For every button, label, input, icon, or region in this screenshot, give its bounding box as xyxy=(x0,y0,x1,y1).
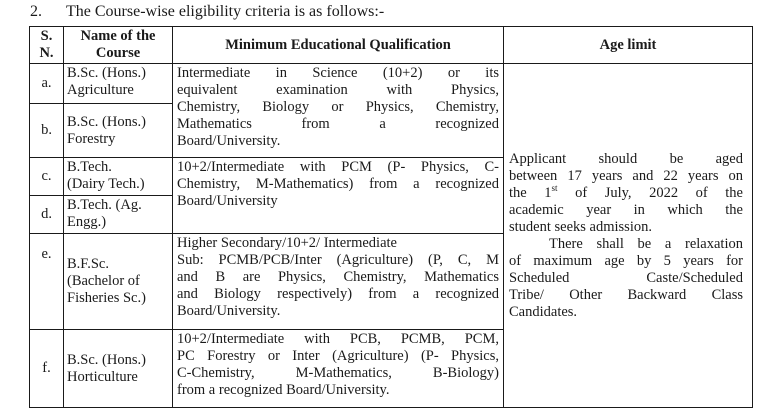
relax-line: Candidates. xyxy=(509,303,578,320)
course-line: B.Tech. (Ag. xyxy=(67,197,142,213)
qualification-cd xyxy=(173,158,504,234)
qualification-line: Mathematics from a recognized xyxy=(177,116,499,132)
age-line: Applicant should be aged xyxy=(509,150,743,167)
qualification-line: from a recognized Board/University. xyxy=(177,382,390,398)
qualification-line: PC Forestry or Inter (Agriculture) (P- Physics, xyxy=(177,348,499,364)
qualification-line: 10+2/Intermediate with PCM (P- Physics, C- xyxy=(177,159,499,175)
course-line: Horticulture xyxy=(67,368,138,385)
section-number: 2. xyxy=(30,3,42,20)
section-title: The Course-wise eligibility criteria is as follows:- xyxy=(66,3,385,20)
course-line: Forestry xyxy=(67,130,116,147)
qualification-line: C-Chemistry, M-Mathematics, B-Biology) xyxy=(177,365,499,381)
qualification-e xyxy=(173,234,504,330)
header-row xyxy=(30,27,753,64)
row-sn: d. xyxy=(30,196,64,234)
ordinal-superscript: st xyxy=(551,182,558,193)
header-qualification: Minimum Educational Qualification xyxy=(173,27,504,64)
age-line-part: of July, 2022 of the xyxy=(557,184,743,201)
row-course xyxy=(64,196,173,234)
qualification-ab xyxy=(173,64,504,158)
qualification-line: Board/University xyxy=(177,193,278,209)
course-line: Fisheries Sc.) xyxy=(67,290,146,306)
course-line: (Bachelor of xyxy=(67,273,140,289)
relax-line: Tribe/ Other Backward Class xyxy=(509,286,743,303)
course-line: B.Sc. (Hons.) xyxy=(67,351,146,368)
row-course xyxy=(64,64,173,104)
relaxation-paragraph xyxy=(509,236,743,321)
qualification-f xyxy=(173,330,504,408)
header-sn-line: N. xyxy=(39,45,54,61)
age-limit-cell xyxy=(504,64,753,408)
row-course xyxy=(64,330,173,408)
course-line: B.Sc. (Hons.) xyxy=(67,65,146,81)
course-line: B.F.Sc. xyxy=(67,256,109,272)
qualification-line: 10+2/Intermediate with PCB, PCMB, PCM, xyxy=(177,331,499,347)
row-sn: c. xyxy=(30,158,64,196)
age-line: academic year in which the xyxy=(509,201,743,218)
header-age-limit: Age limit xyxy=(504,27,753,64)
eligibility-table xyxy=(29,26,753,408)
course-line: Agriculture xyxy=(67,82,134,98)
qualification-line: equivalent examination with Physics, xyxy=(177,82,499,98)
age-line xyxy=(509,182,743,202)
age-line: between 17 years and 22 years on xyxy=(509,167,743,184)
qualification-line: Sub: PCMB/PCB/Inter (Agriculture) (P, C, M xyxy=(177,252,499,268)
qualification-line: Board/University. xyxy=(177,133,281,149)
row-sn: f. xyxy=(30,330,64,408)
row-course xyxy=(64,234,173,330)
qualification-line: and B are Physics, Chemistry, Mathematics xyxy=(177,269,499,285)
relax-line: There shall be a relaxation xyxy=(549,235,743,252)
qualification-line: Higher Secondary/10+2/ Intermediate xyxy=(177,235,397,251)
header-sn xyxy=(30,27,64,64)
qualification-line: and Biology respectively) from a recognized xyxy=(177,286,499,302)
row-sn xyxy=(30,234,64,330)
row-course xyxy=(64,158,173,196)
header-course-line: Name of the xyxy=(80,28,156,44)
row-course xyxy=(64,104,173,158)
table-row xyxy=(30,64,753,104)
course-line: B.Sc. (Hons.) xyxy=(67,113,146,130)
qualification-line: Chemistry, M-Mathematics) from a recognized xyxy=(177,176,499,192)
course-line: B.Tech. xyxy=(67,159,112,175)
relax-line: Scheduled Caste/Scheduled xyxy=(509,269,743,286)
qualification-line: Board/University. xyxy=(177,303,281,319)
row-sn-label: e. xyxy=(41,246,52,262)
qualification-line: Intermediate in Science (10+2) or its xyxy=(177,65,499,81)
header-course xyxy=(64,27,173,64)
section-heading xyxy=(30,3,384,21)
header-sn-line: S. xyxy=(40,28,53,44)
relax-line: of maximum age by 5 years for xyxy=(509,252,743,269)
course-line: (Dairy Tech.) xyxy=(67,176,145,192)
age-line: student seeks admission. xyxy=(509,218,652,235)
course-line: Engg.) xyxy=(67,214,107,230)
qualification-line: Chemistry, Biology or Physics, Chemistry, xyxy=(177,99,499,115)
age-line-part: the 1 xyxy=(509,184,552,201)
header-course-line: Course xyxy=(95,45,141,61)
age-paragraph xyxy=(509,151,743,236)
row-sn: b. xyxy=(30,104,64,158)
row-sn: a. xyxy=(30,64,64,104)
